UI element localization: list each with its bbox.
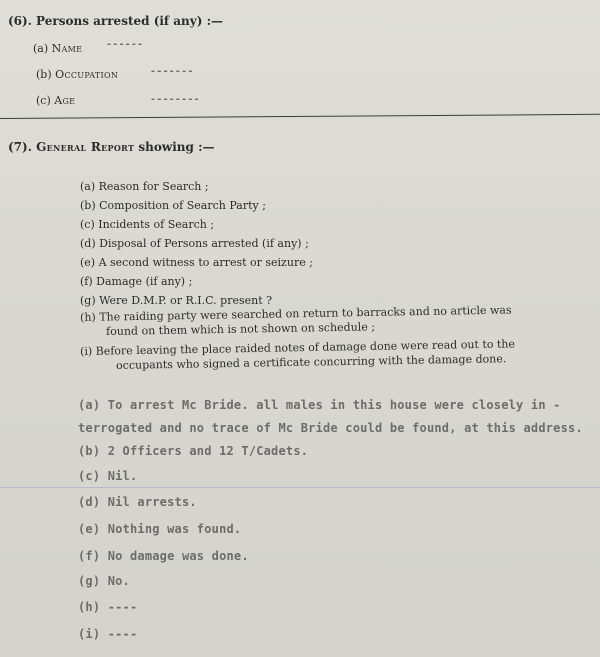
report-item-g: (g) Were D.M.P. or R.I.C. present ?: [80, 294, 273, 307]
answer-d: (d) Nil arrests.: [78, 495, 197, 509]
answer-e: (e) Nothing was found.: [78, 522, 242, 536]
answer-a: (a) To arrest Mc Bride. all males in this house were closely in -: [78, 398, 561, 412]
report-item-h-cont: found on them which is not shown on schedule ;: [106, 320, 376, 338]
report-item-f: (f) Damage (if any) ;: [80, 275, 193, 288]
report-item-b: (b) Composition of Search Party ;: [80, 199, 266, 212]
answer-b: (b) 2 Officers and 12 T/Cadets.: [78, 444, 309, 458]
section-divider: [0, 114, 600, 119]
answer-c: (c) Nil.: [78, 469, 138, 483]
field-age-label: (c) Age: [36, 94, 76, 107]
field-occupation-value: -------: [150, 66, 194, 77]
field-name-value: ------: [106, 39, 144, 50]
field-age-value: --------: [150, 94, 200, 105]
report-item-c: (c) Incidents of Search ;: [80, 218, 215, 231]
section7-heading: (7). General Report showing :—: [8, 140, 215, 154]
report-item-i: (i) Before leaving the place raided notes of damage done were read out to the: [80, 337, 516, 358]
answer-f: (f) No damage was done.: [78, 549, 249, 563]
answer-i: (i) ----: [78, 627, 138, 641]
section6-heading: (6). Persons arrested (if any) :—: [8, 14, 224, 28]
answer-a-cont: terrogated and no trace of Mc Bride could be found, at this address.: [78, 421, 583, 435]
answer-h: (h) ----: [78, 600, 138, 614]
faint-ruled-line: [0, 487, 600, 488]
report-item-d: (d) Disposal of Persons arrested (if any) ;: [80, 237, 309, 250]
report-item-i-cont: occupants who signed a certificate concurring with the damage done.: [116, 352, 507, 372]
report-item-a: (a) Reason for Search ;: [80, 180, 209, 193]
answer-g: (g) No.: [78, 574, 130, 588]
field-name-label: (a) Name: [33, 42, 83, 55]
report-item-e: (e) A second witness to arrest or seizure ;: [80, 256, 313, 269]
field-occupation-label: (b) Occupation: [36, 68, 119, 81]
report-item-h: (h) The raiding party were searched on return to barracks and no article was: [80, 303, 512, 324]
